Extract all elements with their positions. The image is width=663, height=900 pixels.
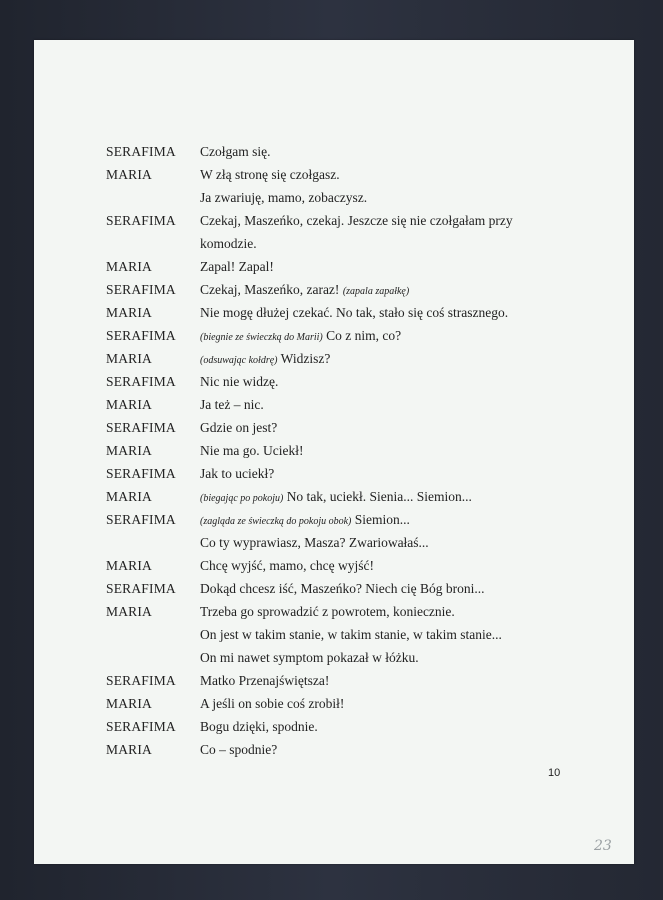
speaker-name: SERAFIMA [106, 466, 176, 481]
dialogue-line [106, 623, 606, 646]
speaker-name: SERAFIMA [106, 719, 176, 734]
stage-direction: (zagląda ze świeczką do pokoju obok) [200, 516, 352, 527]
speaker-name: MARIA [106, 397, 153, 412]
line-text [200, 646, 419, 669]
dialogue-block [106, 140, 606, 761]
line-text [200, 301, 508, 324]
line-text [200, 255, 274, 278]
spoken-text: A jeśli on sobie coś zrobił! [200, 696, 345, 711]
dialogue-line [106, 462, 606, 485]
line-text [200, 508, 410, 533]
dialogue-line [106, 485, 606, 508]
spoken-text: Nic nie widzę. [200, 374, 279, 389]
line-text [200, 163, 340, 186]
spoken-text: Czekaj, Maszeńko, czekaj. Jeszcze się nie czołgałam przy [200, 213, 513, 228]
dialogue-line [106, 600, 606, 623]
spoken-text: Widzisz? [277, 351, 331, 366]
spoken-text: Bogu dzięki, spodnie. [200, 719, 318, 734]
dialogue-line [106, 577, 606, 600]
line-text [200, 324, 401, 349]
spoken-text: Co – spodnie? [200, 742, 278, 757]
document-page [34, 40, 634, 864]
line-text [200, 531, 429, 554]
line-text [200, 232, 257, 255]
spoken-text: Jak to uciekł? [200, 466, 275, 481]
speaker-name: MARIA [106, 443, 153, 458]
line-text [200, 554, 374, 577]
line-text [200, 140, 271, 163]
line-text [200, 439, 303, 462]
speaker-name: MARIA [106, 558, 153, 573]
dialogue-line [106, 393, 606, 416]
dialogue-line [106, 692, 606, 715]
line-text [200, 370, 278, 393]
speaker-name: MARIA [106, 604, 153, 619]
spoken-text: On mi nawet symptom pokazał w łóżku. [200, 650, 419, 665]
spoken-text: komodzie. [200, 236, 257, 251]
line-text [200, 738, 277, 761]
line-text [200, 186, 367, 209]
dialogue-line [106, 554, 606, 577]
dialogue-line [106, 738, 606, 761]
dialogue-line [106, 140, 606, 163]
speaker-name: MARIA [106, 696, 153, 711]
spoken-text: Gdzie on jest? [200, 420, 278, 435]
spoken-text: Dokąd chcesz iść, Maszeńko? Niech cię Bóg broni... [200, 581, 485, 596]
line-text [200, 462, 274, 485]
speaker-name: SERAFIMA [106, 328, 176, 343]
dialogue-line [106, 439, 606, 462]
line-text [200, 715, 318, 738]
spoken-text: Chcę wyjść, mamo, chcę wyjść! [200, 558, 374, 573]
line-text [200, 669, 329, 692]
spoken-text: W złą stronę się czołgasz. [200, 167, 340, 182]
line-text [200, 692, 344, 715]
speaker-name: MARIA [106, 167, 153, 182]
line-text [200, 485, 472, 510]
stage-direction: (biegając po pokoju) [200, 493, 284, 504]
spoken-text: Siemion... [351, 512, 410, 527]
speaker-name: SERAFIMA [106, 144, 176, 159]
speaker-name: MARIA [106, 259, 153, 274]
spoken-text: Ja zwariuję, mamo, zobaczysz. [200, 190, 368, 205]
spoken-text: Matko Przenajświętsza! [200, 673, 330, 688]
spoken-text: No tak, uciekł. Sienia... Siemion... [283, 489, 472, 504]
line-text [200, 416, 277, 439]
speaker-name: MARIA [106, 305, 153, 320]
dialogue-line [106, 347, 606, 370]
speaker-name: SERAFIMA [106, 673, 176, 688]
dialogue-line [106, 669, 606, 692]
speaker-name: SERAFIMA [106, 374, 176, 389]
spoken-text: Zapal! Zapal! [200, 259, 274, 274]
dialogue-line [106, 715, 606, 738]
dialogue-line [106, 278, 606, 301]
spoken-text: On jest w takim stanie, w takim stanie, w takim stanie... [200, 627, 502, 642]
spoken-text: Co z nim, co? [322, 328, 402, 343]
line-text [200, 347, 330, 372]
spoken-text: Trzeba go sprowadzić z powrotem, koniecznie. [200, 604, 455, 619]
line-text [200, 600, 455, 623]
speaker-name: MARIA [106, 351, 153, 366]
speaker-name: SERAFIMA [106, 213, 176, 228]
dialogue-line [106, 163, 606, 186]
dialogue-line [106, 416, 606, 439]
dialogue-line [106, 186, 606, 209]
stage-direction: (zapala zapałkę) [342, 286, 410, 297]
spoken-text: Nie ma go. Uciekł! [200, 443, 304, 458]
dialogue-line [106, 324, 606, 347]
line-text [200, 577, 485, 600]
speaker-name: SERAFIMA [106, 512, 176, 527]
line-text [200, 278, 409, 303]
spoken-text: Co ty wyprawiasz, Masza? Zwariowałaś... [200, 535, 429, 550]
spoken-text: Czekaj, Maszeńko, zaraz! [200, 282, 343, 297]
line-text [200, 209, 513, 232]
speaker-name: SERAFIMA [106, 282, 176, 297]
spoken-text: Czołgam się. [200, 144, 271, 159]
dialogue-line [106, 508, 606, 531]
pencil-page-mark: 23 [594, 838, 612, 854]
speaker-name: SERAFIMA [106, 581, 176, 596]
dialogue-line [106, 531, 606, 554]
stage-direction: (odsuwając kołdrę) [200, 355, 278, 366]
dialogue-line [106, 255, 606, 278]
spoken-text: Ja też – nic. [200, 397, 264, 412]
dialogue-line [106, 301, 606, 324]
dialogue-line [106, 209, 606, 232]
line-text [200, 393, 264, 416]
speaker-name: SERAFIMA [106, 420, 176, 435]
dialogue-line [106, 370, 606, 393]
speaker-name: MARIA [106, 489, 153, 504]
page-number: 10 [548, 767, 561, 779]
line-text [200, 623, 502, 646]
dialogue-line [106, 232, 606, 255]
dialogue-line [106, 646, 606, 669]
stage-direction: (biegnie ze świeczką do Marii) [200, 332, 323, 343]
spoken-text: Nie mogę dłużej czekać. No tak, stało się coś strasznego. [200, 305, 509, 320]
speaker-name: MARIA [106, 742, 153, 757]
